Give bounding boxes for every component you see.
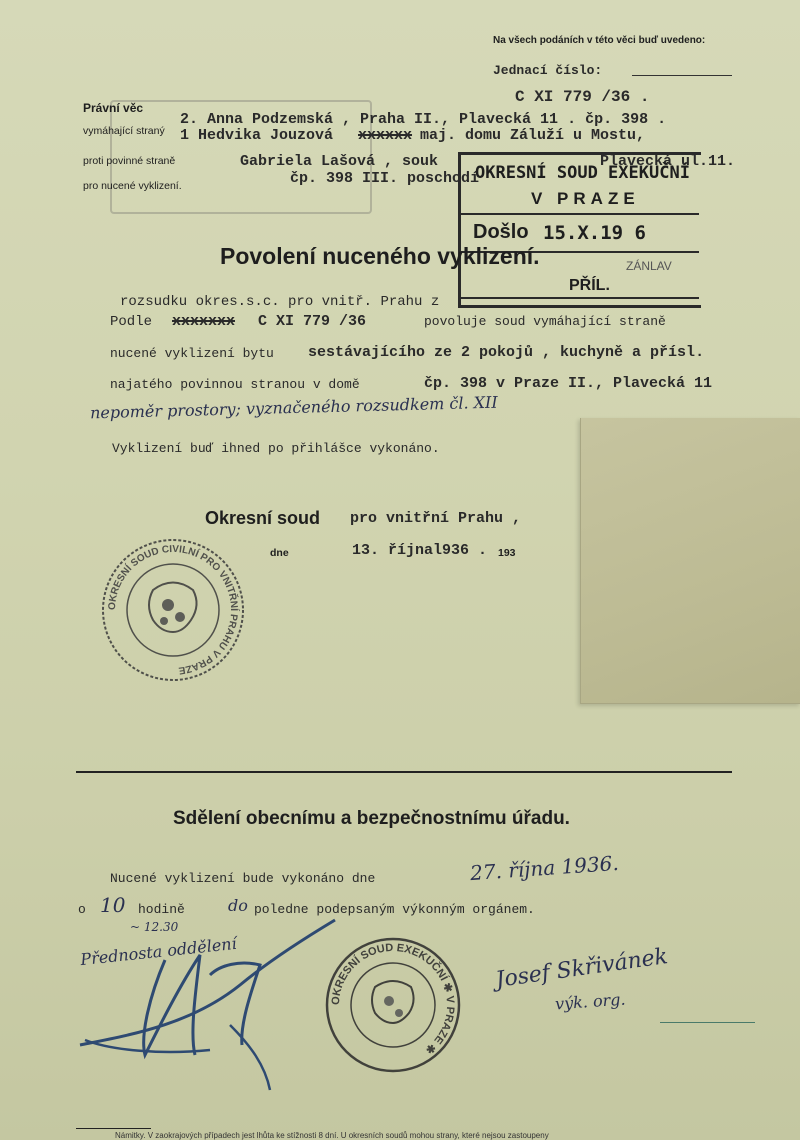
creditor-line-2-struck: xxxxxx	[358, 127, 413, 144]
line2-typed: sestávajícího ze 2 pokojů , kuchyně a přísl.	[308, 344, 705, 361]
podle-word: Podle	[110, 314, 153, 330]
footer-rule	[76, 1128, 151, 1129]
stamp-rule-1	[461, 213, 699, 215]
notification-title: Sdělení obecnímu a bezpečnostnímu úřadu.	[173, 808, 570, 829]
stamp-court: OKRESNÍ SOUD EXEKUČNÍ	[475, 163, 690, 183]
lower-court-seal	[323, 935, 463, 1075]
court-typed: pro vnitřní Prahu ,	[350, 510, 522, 527]
signature-line	[660, 1022, 755, 1023]
debtor-line-2: čp. 398 III. poschodí	[290, 170, 480, 187]
time-note: ~ 12.30	[130, 920, 179, 934]
line2-print: nucené vyklizení bytu	[110, 346, 274, 361]
date-label: dne	[270, 547, 289, 559]
ampm-handwritten: do	[228, 896, 248, 915]
upper-seal-text: OKRESNÍ SOUD CIVILNÍ PRO VNITŘNÍ PRAHU V PRAZE	[106, 543, 240, 676]
execution-date-handwritten: 27. října 1936.	[469, 850, 620, 886]
section-divider	[76, 771, 732, 773]
date-value: 13. říjnal936 .	[352, 542, 488, 559]
line3-typed: čp. 398 v Praze II., Plavecká 11	[424, 375, 713, 392]
ref-number: C XI 779 /36 .	[515, 88, 650, 106]
creditor-line-1: 2. Anna Podzemská , Praha II., Plavecká 11 . čp. 398 .	[180, 111, 667, 128]
allows-text: povoluje soud vymáhající straně	[424, 314, 666, 329]
hour-handwritten: 10	[100, 893, 126, 917]
line2-mid: hodině	[138, 902, 185, 917]
decision-title: Povolení nuceného vyklizení.	[220, 243, 540, 269]
basis-line: rozsudku okres.s.c. pro vnitř. Prahu z	[120, 294, 440, 310]
signature-left	[70, 905, 350, 1105]
signature-right-role: výk. org.	[554, 989, 627, 1014]
podle-struck: xxxxxxx	[172, 313, 236, 330]
ref-label: Jednací číslo:	[493, 63, 603, 78]
line2-prefix: o	[78, 902, 86, 917]
creditor-line-2a: 1 Hedvika Jouzová	[180, 127, 334, 144]
year-suffix: 193	[498, 547, 516, 559]
stamp-attachments: PŘÍL.	[569, 277, 610, 294]
line2-rest: poledne podepsaným výkonným orgánem.	[254, 902, 535, 917]
purpose-label: pro nucené vyklizení.	[83, 180, 182, 192]
line3-print: najatého povinnou stranou v domě	[110, 377, 360, 392]
left-handwritten-note: Přednosta oddělení	[79, 933, 238, 970]
signature-right: Josef Skřivánek	[494, 944, 670, 993]
creditor-line-2b: maj. domu Záluží u Mostu,	[420, 127, 646, 144]
debtor-line-1: Gabriela Lašová , souk	[240, 153, 439, 170]
execution-note: Vyklizení buď ihned po přihlášce vykonáno.	[112, 441, 440, 456]
lion-emblem-icon	[372, 981, 414, 1023]
creditor-label: vymáhající straný	[83, 125, 165, 137]
debtor-label: proti povinné straně	[83, 155, 176, 167]
debtor-line-1-tail: Plavecká ul.11.	[600, 153, 736, 170]
decision-case-ref: C XI 779 /36	[258, 313, 367, 330]
matter-label: Právní věc	[83, 101, 144, 115]
stamp-received-date: 15.X.19 6	[543, 222, 646, 244]
lion-emblem-icon	[149, 583, 197, 633]
header-notice: Na všech podáních v této věci buď uvedeno:	[493, 35, 706, 46]
lower-seal-text: OKRESNÍ SOUD EXEKUČNÍ ✱ V PRAZE ✱	[329, 941, 457, 1056]
stamp-received-label: Došlo	[473, 221, 529, 243]
stamp-city: V PRAZE	[531, 189, 640, 208]
received-stamp	[458, 152, 701, 308]
attached-envelope	[580, 418, 800, 704]
notification-line1: Nucené vyklizení bude vykonáno dne	[110, 871, 376, 886]
handwritten-note: nepoměr prostory; vyznačeného rozsudkem čl. XII	[89, 392, 498, 423]
stamp-rule-3	[461, 297, 699, 299]
stamp-extra: ZÁNLAV	[626, 259, 672, 273]
upper-court-seal	[98, 535, 248, 685]
footer-note: Námitky. V zaokrajových případech jest lhůta ke stížnosti 8 dní. U okresních soudů mohou strany, které nejsou zastoupeny	[115, 1131, 549, 1140]
court-name: Okresní soud	[205, 508, 321, 528]
ref-underline	[632, 75, 732, 76]
